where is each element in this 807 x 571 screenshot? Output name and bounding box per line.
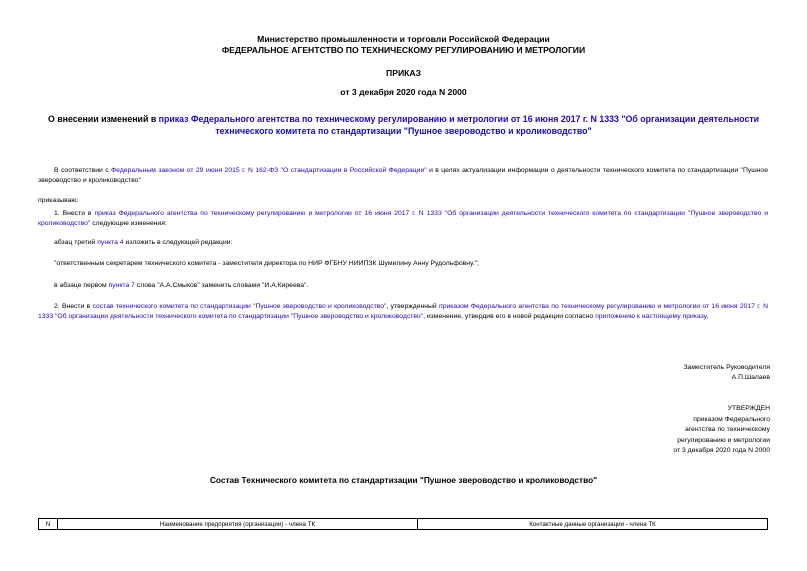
item-7-end: слова "А.А.Смыков" заменить словами "И.А.Киреева". <box>134 282 309 289</box>
committee-table <box>38 518 768 530</box>
approving-order-link[interactable]: приказом Федерального агентства по техническому регулированию и метрологии от 16 июня 2017 г. N 1333 "Об организации деятельности технического комитета по стандартизации "Пушное звероводство и кролиководство" <box>38 303 768 320</box>
order-1333-link[interactable]: приказ Федерального агентства по техническому регулированию и метрологии от 16 июня 2017 г. N 1333 "Об организации деятельности технического комитета по стандартизации "Пушное звероводство и кролиководство" <box>38 210 768 227</box>
ministry-name: Министерство промышленности и торговли Российской Федерации <box>257 34 550 44</box>
paragraph-basis <box>38 166 768 185</box>
signature-position: Заместитель Руководителя <box>683 364 770 371</box>
item-7-start: в абзаце первом <box>54 282 109 289</box>
item-1-end: следующие изменения: <box>90 219 167 227</box>
header-contacts: Контактные данные организации - члена ТК <box>418 519 768 530</box>
item-2-end: . <box>706 312 709 320</box>
paragraph-item-4-change <box>38 238 768 248</box>
point-7-link[interactable]: пункта 7 <box>108 282 135 289</box>
item-4-start: абзац третий <box>54 239 98 246</box>
paragraph-item-7-change <box>38 281 768 291</box>
point-4-link[interactable]: пункта 4 <box>97 239 124 246</box>
basis-text-start: В соответствии с <box>54 167 112 174</box>
orders-word: приказываю: <box>38 197 79 204</box>
approval-line: от 3 декабря 2020 года N 2000 <box>673 447 770 454</box>
item-2-start: 2. Внести в <box>54 303 93 310</box>
header-organization: Наименование предприятия (организации) - члена ТК <box>58 519 418 530</box>
header-number: N <box>39 519 58 530</box>
title-order-link[interactable]: приказ Федерального агентства по техническому регулированию и метрологии от 16 июня 2017 г. N 1333 "Об организации деятельности технического комитета по стандартизации "Пушное звероводство и кролиководство" <box>158 114 760 136</box>
approval-line: агентства по техническому <box>684 426 770 433</box>
item-2-mid: , утвержденный <box>386 303 440 310</box>
title-prefix: О внесении изменений в <box>47 114 159 124</box>
document-type: ПРИКАЗ <box>386 68 421 78</box>
document-date: от 3 декабря 2020 года N 2000 <box>340 87 467 97</box>
approval-line: регулированию и метрологии <box>677 436 770 444</box>
paragraph-item-1 <box>38 209 768 228</box>
paragraph-item-2 <box>38 302 768 321</box>
table-header-row <box>39 519 768 530</box>
item-1-start: 1. Внести в <box>54 210 95 217</box>
composition-title: Состав Технического комитета по стандартизации "Пушное звероводство и кролиководство" <box>209 475 598 485</box>
approval-line: УТВЕРЖДЕН <box>727 405 770 412</box>
federal-law-link[interactable]: Федеральным законом от 29 июня 2015 г. N 162-ФЗ "О стандартизации в Российской Федерации" <box>111 167 427 174</box>
composition-link[interactable]: состав технического комитета по стандартизации "Пушное звероводство и кролиководство" <box>92 303 387 310</box>
agency-name: ФЕДЕРАЛЬНОЕ АГЕНТСТВО ПО ТЕХНИЧЕСКОМУ РЕГУЛИРОВАНИЮ И МЕТРОЛОГИИ <box>221 45 586 55</box>
item-4-end: изложить в следующей редакции: <box>123 239 233 246</box>
approval-line: приказом Федерального <box>693 415 770 423</box>
paragraph-new-wording: "ответственным секретарем технического комитета - заместителя директора по НИР ФГБНУ НИИПЗК Шумилину Анну Рудольфовну."; <box>54 260 479 267</box>
approval-block <box>630 404 770 457</box>
document-title <box>24 114 783 137</box>
basis-text-end: и в целях актуализации информации о деятельности технического комитета по стандартизации "Пушное звероводство и кролиководство" <box>38 167 768 184</box>
item-2-mid2: , изменение, утвердив его в новой редакции согласно <box>423 312 596 320</box>
signature-name: А.П.Шалаев <box>731 374 770 381</box>
appendix-link[interactable]: приложению к настоящему приказу <box>595 312 707 320</box>
